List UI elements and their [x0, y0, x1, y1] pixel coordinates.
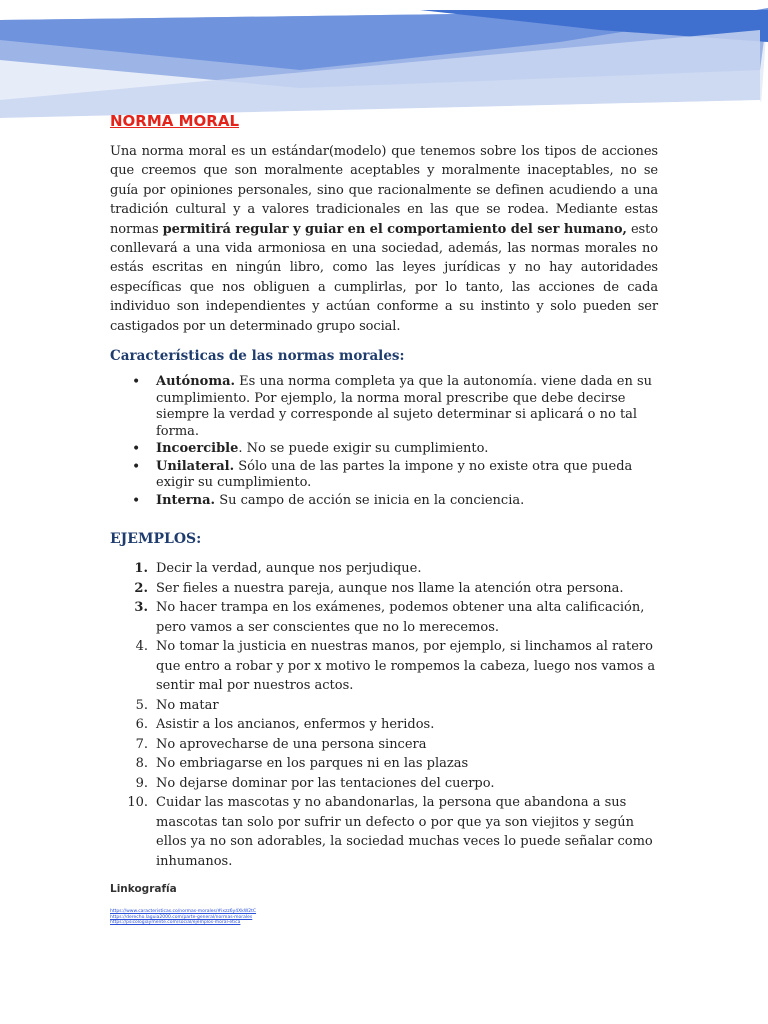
item-number: 10.	[127, 795, 148, 811]
document-body	[110, 112, 658, 926]
list-item	[110, 793, 658, 871]
list-item	[110, 374, 658, 440]
characteristic-term: Unilateral.	[156, 458, 235, 474]
bullet-icon: •	[132, 458, 141, 475]
bullet-icon: •	[132, 374, 141, 391]
list-item	[110, 598, 658, 637]
page-title: NORMA MORAL	[110, 112, 240, 130]
reference-links	[110, 909, 658, 926]
item-number: 3.	[134, 600, 148, 616]
example-text: No dejarse dominar por las tentaciones del cuerpo.	[156, 775, 495, 791]
header-banner	[0, 0, 768, 120]
characteristics-list	[110, 374, 658, 509]
list-item	[110, 579, 658, 599]
item-number: 8.	[135, 756, 148, 772]
item-number: 5.	[135, 697, 148, 713]
list-item	[110, 493, 658, 510]
list-item	[110, 637, 658, 696]
list-item	[110, 754, 658, 774]
characteristics-heading: Características de las normas morales:	[110, 348, 405, 365]
example-text: Cuidar las mascotas y no abandonarlas, la persona que abandona a sus mascotas tan solo por sufrir un defecto o por que ya son viejitos y según ellos ya no son adorables, la sociedad muchas veces lo puede señalar como inhumanos.	[156, 795, 653, 869]
example-text: Ser fieles a nuestra pareja, aunque nos llame la atención otra persona.	[156, 580, 624, 596]
list-item	[110, 459, 658, 492]
characteristic-term: Autónoma.	[156, 374, 236, 390]
examples-heading: EJEMPLOS:	[110, 531, 202, 548]
example-text: No tomar la justicia en nuestras manos, por ejemplo, si linchamos al ratero que entro a robar y por x motivo le rompemos la cabeza, luego nos vamos a sentir mal por nuestros actos.	[156, 639, 656, 694]
item-number: 9.	[135, 775, 148, 791]
example-text: Asistir a los ancianos, enfermos y heridos.	[156, 717, 435, 733]
intro-bold-text: permitirá regular y guiar en el comportamiento del ser humano,	[162, 221, 627, 237]
intro-text-2: esto conllevará a una vida armoniosa en una sociedad, además, las normas morales no estás escritas en ningún libro, como las leyes jurídicas y no hay autoridades específicas que nos obliguen a cumplirlas, por lo tanto, las acciones de cada individuo son independientes y actúan conforme a su instinto y solo pueden ser castigados por un determinado grupo social.	[110, 221, 658, 334]
reference-link[interactable]: https://psicologiaymente.com/social/ejemplos-moral-etica	[110, 920, 241, 926]
characteristic-text: Su campo de acción se inicia en la conciencia.	[215, 492, 525, 508]
list-item	[110, 774, 658, 794]
item-number: 6.	[135, 717, 148, 733]
bullet-icon: •	[132, 492, 141, 509]
list-item	[110, 696, 658, 716]
characteristic-term: Incoercible	[156, 441, 239, 457]
example-text: No embriagarse en los parques ni en las plazas	[156, 756, 469, 772]
characteristic-text: Es una norma completa ya que la autonomía. viene dada en su cumplimiento. Por ejemplo, la norma moral prescribe que debe decirse siempre la verdad y corresponde al sujeto determinar si aplicará o no tal forma.	[156, 374, 653, 439]
bullet-icon: •	[132, 441, 141, 458]
example-text: No aprovecharse de una persona sincera	[156, 736, 427, 752]
intro-text-1: Una norma moral es un estándar(modelo) que tenemos sobre los tipos de acciones que creemos que son moralmente aceptables y moralmente inaceptables, no se guía por opiniones personales, sino que racionalmente se definen acudiendo a una tradición cultural y a valores tradicionales en las que se rodea. Mediante estas normas	[110, 144, 658, 237]
list-item	[110, 735, 658, 755]
characteristic-text: . No se puede exigir su cumplimiento.	[238, 441, 489, 457]
intro-paragraph	[110, 142, 658, 336]
characteristic-term: Interna.	[156, 492, 216, 508]
item-number: 1.	[134, 561, 148, 577]
item-number: 4.	[135, 639, 148, 655]
example-text: Decir la verdad, aunque nos perjudique.	[156, 561, 422, 577]
example-text: No hacer trampa en los exámenes, podemos obtener una alta calificación, pero vamos a ser conscientes que no lo merecemos.	[156, 600, 645, 635]
list-item	[110, 441, 658, 458]
linkografia-heading: Linkografía	[110, 883, 177, 896]
examples-list	[110, 559, 658, 871]
example-text: No matar	[156, 697, 219, 713]
reference-link[interactable]: https://www.caracteristicas.co/normas-morales/#ixzz6y4XkW2tC	[110, 909, 257, 915]
list-item	[110, 559, 658, 579]
reference-link[interactable]: https://derecho.laguia2000.com/parte-general/normas-morales	[110, 914, 253, 920]
characteristic-text: Sólo una de las partes la impone y no existe otra que pueda exigir su cumplimiento.	[156, 458, 633, 491]
list-item	[110, 715, 658, 735]
item-number: 2.	[134, 580, 148, 596]
item-number: 7.	[135, 736, 148, 752]
